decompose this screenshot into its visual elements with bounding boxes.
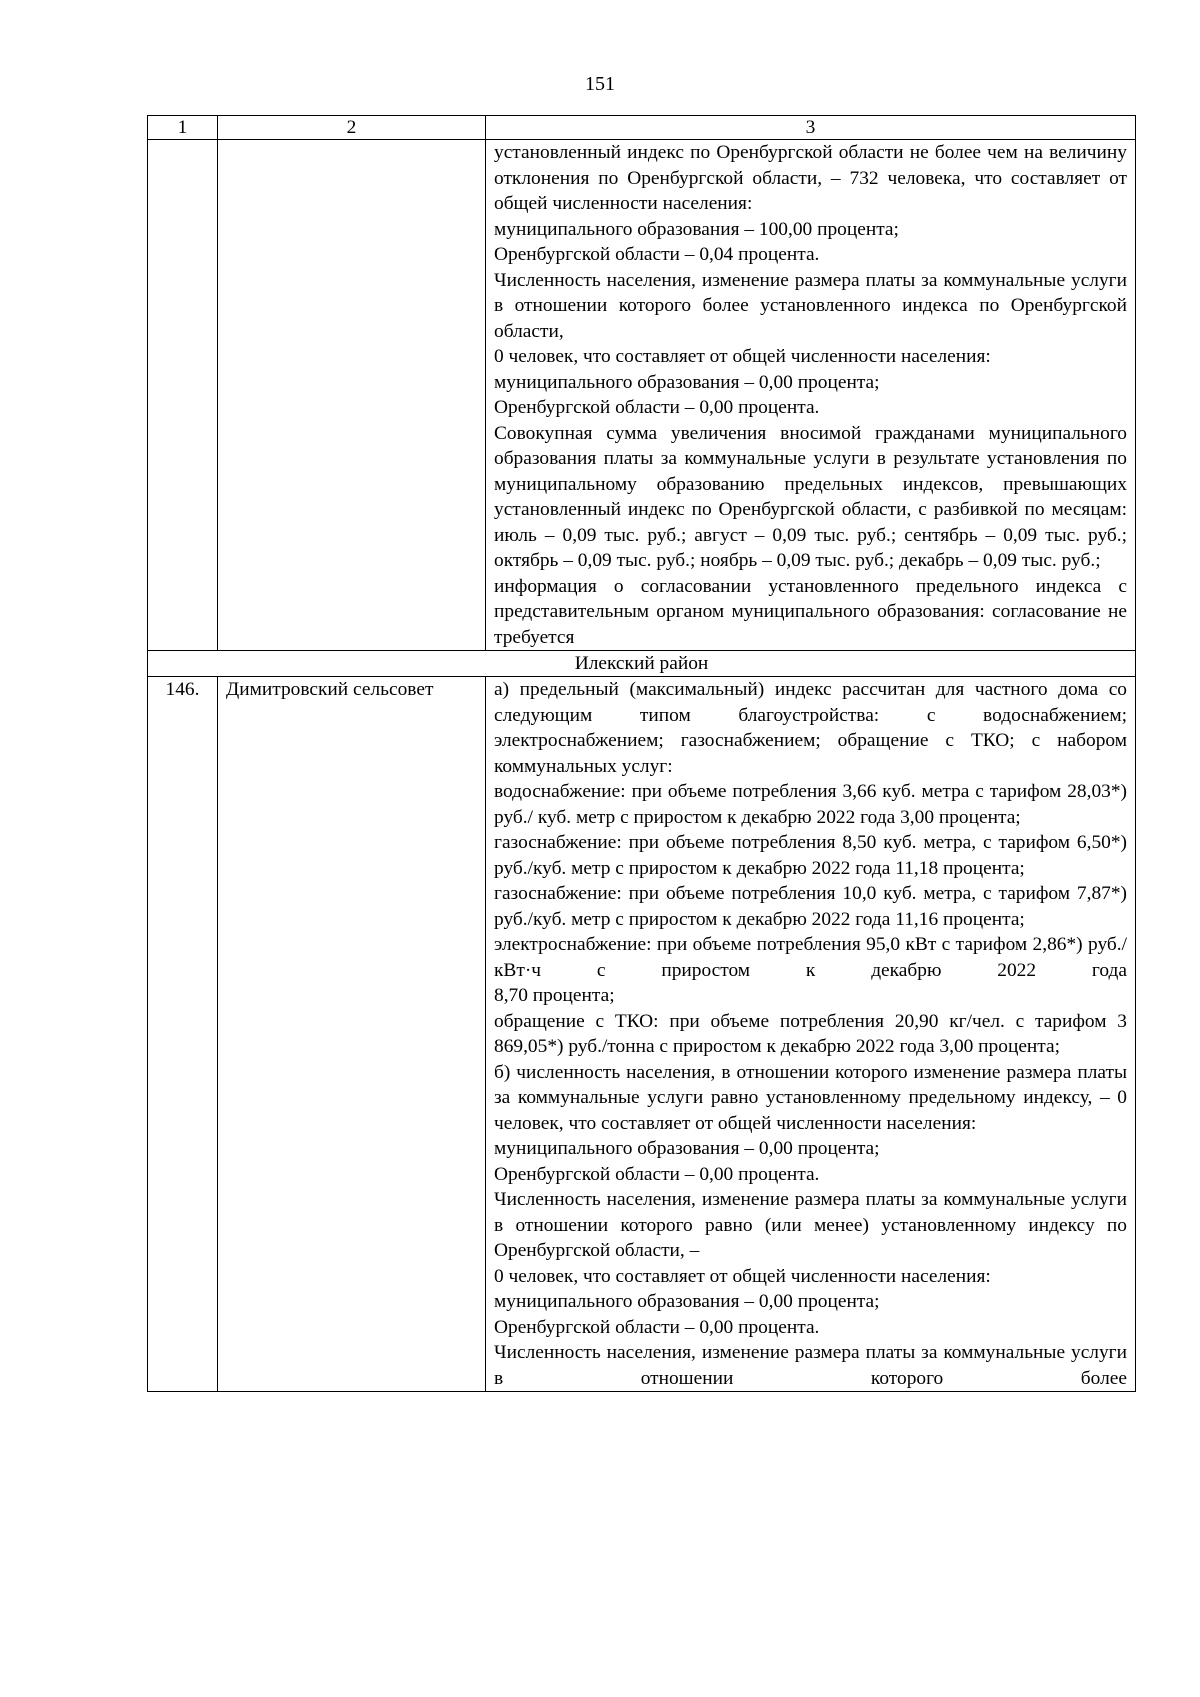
paragraph: электроснабжение: при объеме потребления 95,0 кВт с тарифом 2,86*) руб./кВт·ч с приростом к декабрю 2022 года (494, 934, 1127, 981)
paragraph: газоснабжение: при объеме потребления 10,0 куб. метра, с тарифом 7,87*) руб./куб. метр с приростом к декабрю 2022 года 11,16 процента; (494, 883, 1127, 930)
paragraph: Оренбургской области – 0,00 процента. (494, 397, 820, 418)
section-title: Илекский район (148, 651, 1136, 677)
column-header-name: 2 (218, 116, 486, 140)
paragraph: Оренбургской области – 0,00 процента. (494, 1163, 820, 1185)
paragraph: 0 человек, что составляет от общей численности населения: (494, 1265, 991, 1287)
paragraph: обращение с ТКО: при объеме потребления 20,90 кг/чел. с тарифом 3 869,05*) руб./тонна с приростом к декабрю 2022 года 3,00 процента; (494, 1010, 1127, 1057)
paragraph: 8,70 процента; (494, 985, 615, 1006)
continuation-number-cell (148, 140, 218, 651)
column-header-description: 3 (486, 116, 1136, 140)
paragraph: Численность населения, изменение размера платы за коммунальные услуги в отношении которого равно (или менее) установленному индексу по Оренбургской области, – (494, 1189, 1127, 1261)
section-row (148, 651, 1136, 677)
page-number: 151 (585, 73, 615, 95)
row-number: 146. (148, 677, 218, 1392)
column-header-number: 1 (148, 116, 218, 140)
table-row-continuation (148, 140, 1136, 651)
municipality-name: Димитровский сельсовет (218, 677, 486, 1392)
continuation-name-cell (218, 140, 486, 651)
paragraph: Совокупная сумма увеличения вносимой гражданами муниципального образования платы за коммунальные услуги в результате установления по муниципальному образованию предельных индексов, превышающих установленный индекс по Оренбургской области, с разбивкой по месяцам: июль – 0,09 тыс. руб.; август – 0,09 тыс. руб.; сентябрь – 0,09 тыс. руб.; октябрь – 0,09 тыс. руб.; ноябрь – 0,09 тыс. руб.; декабрь – 0,09 тыс. руб.; (494, 422, 1127, 571)
table-header-row (148, 116, 1136, 140)
paragraph: газоснабжение: при объеме потребления 8,50 куб. метра, с тарифом 6,50*) руб./куб. метр с приростом к декабрю 2022 года 11,18 процента; (494, 832, 1127, 879)
paragraph: б) численность населения, в отношении которого изменение размера платы за коммунальные услуги равно установленному предельному индексу, – 0 человек, что составляет от общей численности населения: (494, 1061, 1127, 1134)
paragraph: муниципального образования – 0,00 процента; (494, 371, 880, 393)
paragraph: Численность населения, изменение размера платы за коммунальные услуги в отношении которого более установленного индекса по Оренбургской области, (494, 269, 1127, 342)
table-row (148, 677, 1136, 1392)
continuation-text-cell (486, 140, 1136, 651)
paragraph: Численность населения, изменение размера платы за коммунальные услуги в отношении которого более (494, 1342, 1127, 1389)
paragraph: установленный индекс по Оренбургской области не более чем на величину отклонения по Оренбургской области, – 732 человека, что составляет от общей численности населения: (494, 142, 1127, 214)
paragraph: водоснабжение: при объеме потребления 3,66 куб. метра с тарифом 28,03*) руб./ куб. метр с приростом к декабрю 2022 года 3,00 процента; (494, 781, 1127, 828)
paragraph: 0 человек, что составляет от общей численности населения: (494, 346, 991, 367)
paragraph: муниципального образования – 100,00 процента; (494, 218, 899, 240)
tariff-index-table (147, 115, 1136, 1392)
paragraph: информация о согласовании установленного предельного индекса с представительным органом муниципального образования: согласование не требуется (494, 575, 1127, 648)
paragraph: муниципального образования – 0,00 процента; (494, 1138, 880, 1159)
paragraph: Оренбургской области – 0,00 процента. (494, 1316, 820, 1338)
paragraph: а) предельный (максимальный) индекс рассчитан для частного дома со следующим типом благоустройства: с водоснабжением; электроснабжением; газоснабжением; обращение с ТКО; с набором коммунальных услуг: (494, 679, 1127, 777)
paragraph: муниципального образования – 0,00 процента; (494, 1291, 880, 1312)
paragraph: Оренбургской области – 0,04 процента. (494, 244, 820, 265)
row-description-cell (486, 677, 1136, 1392)
